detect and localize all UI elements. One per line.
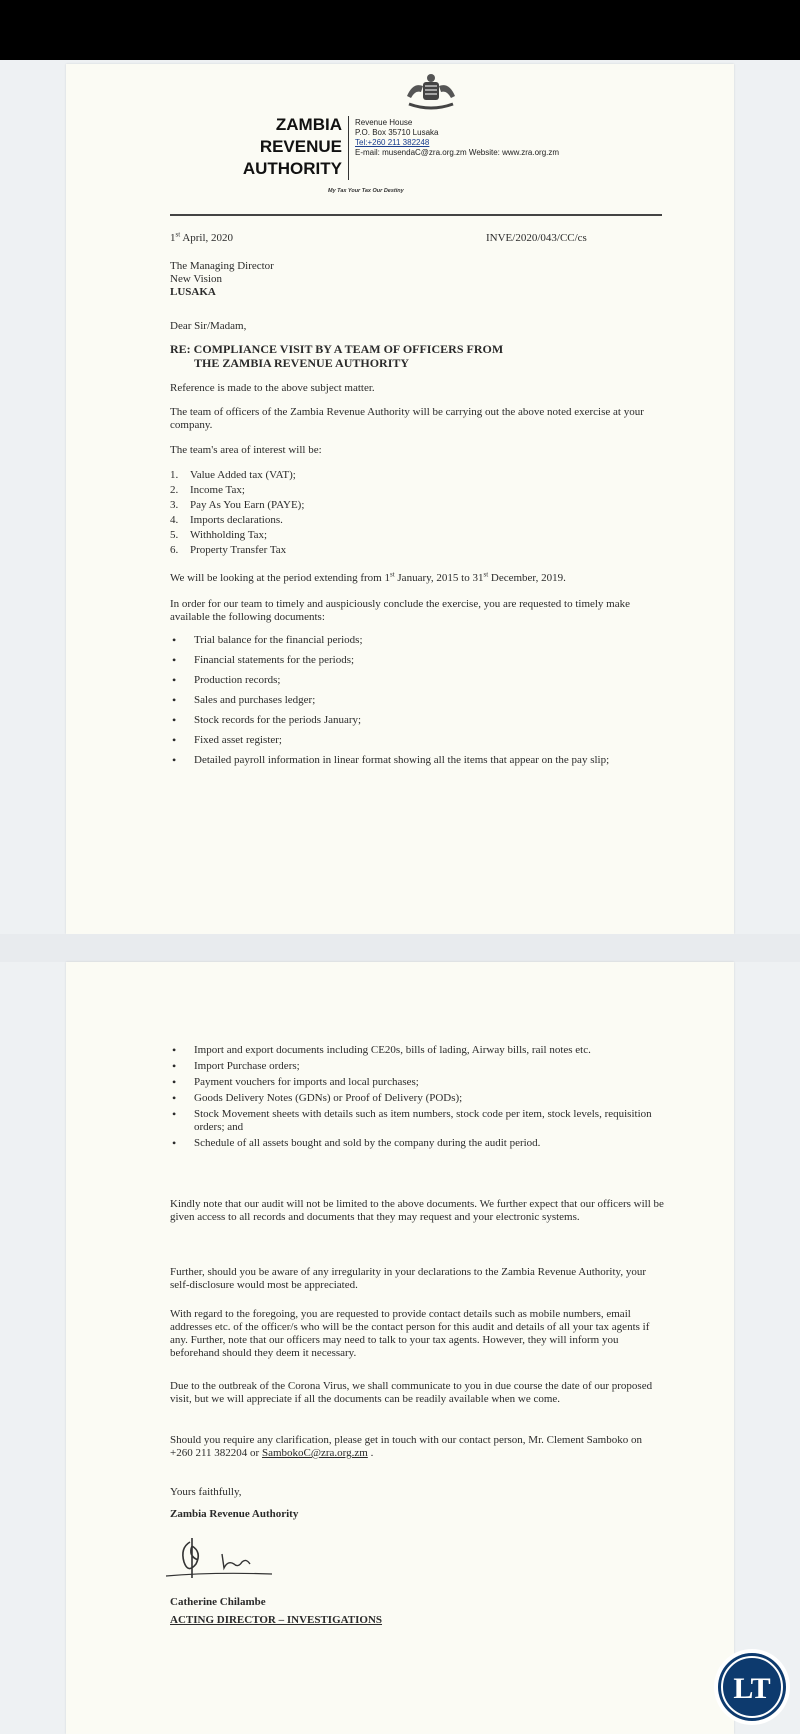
list-item: 2. Income Tax; [170,484,245,496]
letterhead-address [355,118,595,158]
list-item: • Stock records for the periods January; [170,714,666,727]
paragraph-further: Further, should you be aware of any irregularity in your declarations to the Zambia Revenue Authority, your self-disclosure would most be appreciated. [170,1266,646,1291]
svg-text:LT: LT [733,1672,771,1705]
list-item: 4. Imports declarations. [170,514,283,526]
list-item: • Production records; [170,674,666,687]
list-item: • Import and export documents including CE20s, bills of lading, Airway bills, rail notes etc. [170,1044,666,1057]
telephone-link[interactable]: Tel:+260 211 382248 [355,138,430,147]
address-line: Revenue House [355,118,413,127]
reference-number: INVE/2020/043/CC/cs [486,232,587,244]
paragraph-regard: With regard to the foregoing, you are requested to provide contact details such as mobile numbers, email addresses etc. of the officer/s who will be the contact person for this audit and details of all your tax agents if any. Further, note that our officers may need to talk to your tax agents. However, they will inform you beforehand should they deem it necessary. [170,1308,650,1359]
salutation: Dear Sir/Madam, [170,320,247,332]
coat-of-arms-icon [403,72,459,112]
page-separator [0,934,800,962]
recipient-block: The Managing Director New Vision LUSAKA [170,260,274,298]
letter-page-1 [66,64,734,934]
list-item: 3. Pay As You Earn (PAYE); [170,499,305,511]
org-line-2: REVENUE [259,137,342,156]
org-line-3: AUTHORITY [242,159,342,178]
list-item: • Trial balance for the financial periods; [170,634,666,647]
closing: Yours faithfully, [170,1486,242,1498]
list-item: • Import Purchase orders; [170,1060,666,1073]
list-item: 1. Value Added tax (VAT); [170,469,296,481]
list-item: • Sales and purchases ledger; [170,694,666,707]
letterhead-divider [348,116,349,180]
paragraph-corona: Due to the outbreak of the Corona Virus, we shall communicate to you in due course the date of our proposed visit, but we will appreciate if all the documents can be readily available when we come. [170,1380,653,1405]
letterhead-motto: My Tax Your Tax Our Destiny [328,188,404,194]
email-website-line: E-mail: musendaC@zra.org.zm Website: www.zra.org.zm [355,148,560,157]
phone-status-bar [0,0,800,60]
contact-email-link[interactable]: SambokoC@zra.org.zm [261,1447,368,1459]
paragraph-interest: The team's area of interest will be: [170,444,322,456]
list-item: • Payment vouchers for imports and local purchases; [170,1076,666,1089]
letterhead-rule [170,214,662,216]
list-item: • Schedule of all assets bought and sold by the company during the audit period. [170,1137,666,1150]
signature-icon [162,1534,282,1584]
signatory-name: Catherine Chilambe [170,1596,266,1608]
interest-list [170,468,304,558]
paragraph-kindly: Kindly note that our audit will not be limited to the above documents. We further expect that our officers will be given access to all records and documents that they may request and your electronic systems. [170,1198,664,1223]
lusaka-times-logo-icon [712,1647,792,1727]
paragraph-order: In order for our team to timely and auspiciously conclude the exercise, you are requested to timely make available the following documents: [170,598,631,623]
list-item: 5. Withholding Tax; [170,529,268,541]
paragraph-contact: Should you require any clarification, please get in touch with our contact person, Mr. Clement Samboko on +260 211 382204 or SambokoC@zra.org.zm . [170,1434,642,1459]
list-item: • Financial statements for the periods; [170,654,666,667]
list-item: • Fixed asset register; [170,734,666,747]
signatory-title: ACTING DIRECTOR – INVESTIGATIONS [170,1614,383,1626]
paragraph-reference: Reference is made to the above subject matter. [170,382,375,394]
list-item: 6. Property Transfer Tax [170,544,287,556]
documents-list-page-2 [170,1044,666,1150]
org-line-1: ZAMBIA [275,115,342,134]
paragraph-team: The team of officers of the Zambia Revenue Authority will be carrying out the above noted exercise at your company. [170,406,644,431]
letter-page-2 [66,962,734,1734]
address-line: P.O. Box 35710 Lusaka [355,128,439,137]
list-item: • Goods Delivery Notes (GDNs) or Proof of Delivery (PODs); [170,1092,666,1105]
organization-name [192,114,342,180]
list-item: • Stock Movement sheets with details such as item numbers, stock code per item, stock levels, requisition orders; and [170,1108,666,1134]
subject-heading: RE: COMPLIANCE VISIT BY A TEAM OF OFFICERS FROM THE ZAMBIA REVENUE AUTHORITY [170,342,504,370]
letter-date: 1st April, 2020 [170,230,234,244]
list-item: • Detailed payroll information in linear format showing all the items that appear on the pay slip; [170,754,666,767]
paragraph-period: We will be looking at the period extending from 1st January, 2015 to 31st December, 2019. [170,570,566,584]
closing-organization: Zambia Revenue Authority [170,1508,299,1520]
documents-list-page-1 [170,634,666,767]
